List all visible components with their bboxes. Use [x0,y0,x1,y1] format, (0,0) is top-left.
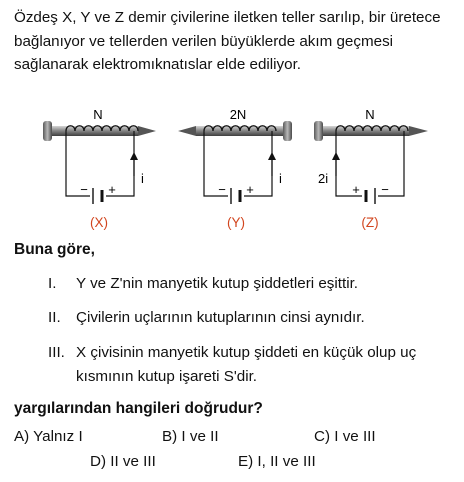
battery-minus-z: − [381,182,389,197]
option-d-text: II ve III [110,453,156,470]
statement-2 [48,306,458,330]
statement-2-number: II. [48,309,61,326]
battery-minus-y: − [218,182,226,197]
current-label-y: i [279,171,282,186]
battery-plus-x: + [108,182,116,197]
nail-y [178,121,292,141]
current-label-x: i [141,171,144,186]
option-b[interactable] [162,427,219,447]
current-arrow-y [268,152,276,176]
nail-x [43,121,156,141]
option-a-letter: A) [14,428,30,445]
magnet-label-y: (Y) [227,215,245,230]
option-b-letter: B) [162,428,178,445]
current-arrow-x [130,152,138,176]
nail-z [314,121,428,141]
statement-2-text: Çivilerin uçlarının kutuplarının cinsi aynıdır. [76,309,365,326]
battery-plus-z: + [352,182,360,197]
magnet-y [178,107,292,230]
option-d-letter: D) [90,453,107,470]
option-e[interactable] [238,452,316,472]
statement-3-number: III. [48,344,65,361]
option-e-letter: E) [238,453,254,470]
statement-1-text: Y ve Z'nin manyetik kutup şiddetleri eşittir. [76,275,359,292]
option-e-text: I, II ve III [257,453,316,470]
option-c[interactable] [314,427,376,447]
question-prompt: yargılarından hangileri doğrudur? [14,400,263,417]
option-a-text: Yalnız I [33,428,83,445]
battery-z [366,188,375,204]
turns-label-z: N [365,107,375,122]
option-c-letter: C) [314,428,331,445]
statement-3 [48,341,458,388]
magnet-z [314,107,428,230]
current-arrow-z [332,152,340,176]
magnet-label-z: (Z) [361,215,379,230]
option-a[interactable] [14,427,83,447]
magnet-x [43,107,156,230]
option-c-text: I ve III [334,428,376,445]
turns-label-y: 2N [229,107,247,122]
battery-y [231,188,240,204]
circuit-wire-x [66,131,134,196]
statement-1 [48,272,458,296]
magnet-label-x: (X) [90,215,108,230]
statement-1-number: I. [48,275,57,292]
battery-x [93,188,102,204]
option-d[interactable] [90,452,156,472]
statement-3-text: X çivisinin manyetik kutup şiddeti en küçük olup uç kısmının kutup işareti S'dir. [76,344,417,385]
turns-label-x: N [93,107,103,122]
battery-minus-x: − [80,182,88,197]
battery-plus-y: + [246,182,254,197]
electromagnet-diagram [0,100,464,235]
question-intro: Özdeş X, Y ve Z demir çivilerine iletken teller sarılıp, bir üretece bağlanıyor ve tellerden verilen büyüklerde akım geçmesi sağlanarak elektromıknatıslar elde ediliyor. [14,9,441,73]
current-label-z: 2i [318,171,329,186]
electromagnet-figure [0,100,464,235]
option-b-text: I ve II [181,428,219,445]
circuit-wire-y [204,131,272,196]
circuit-wire-z [336,131,404,196]
question-lead: Buna göre, [14,241,95,258]
